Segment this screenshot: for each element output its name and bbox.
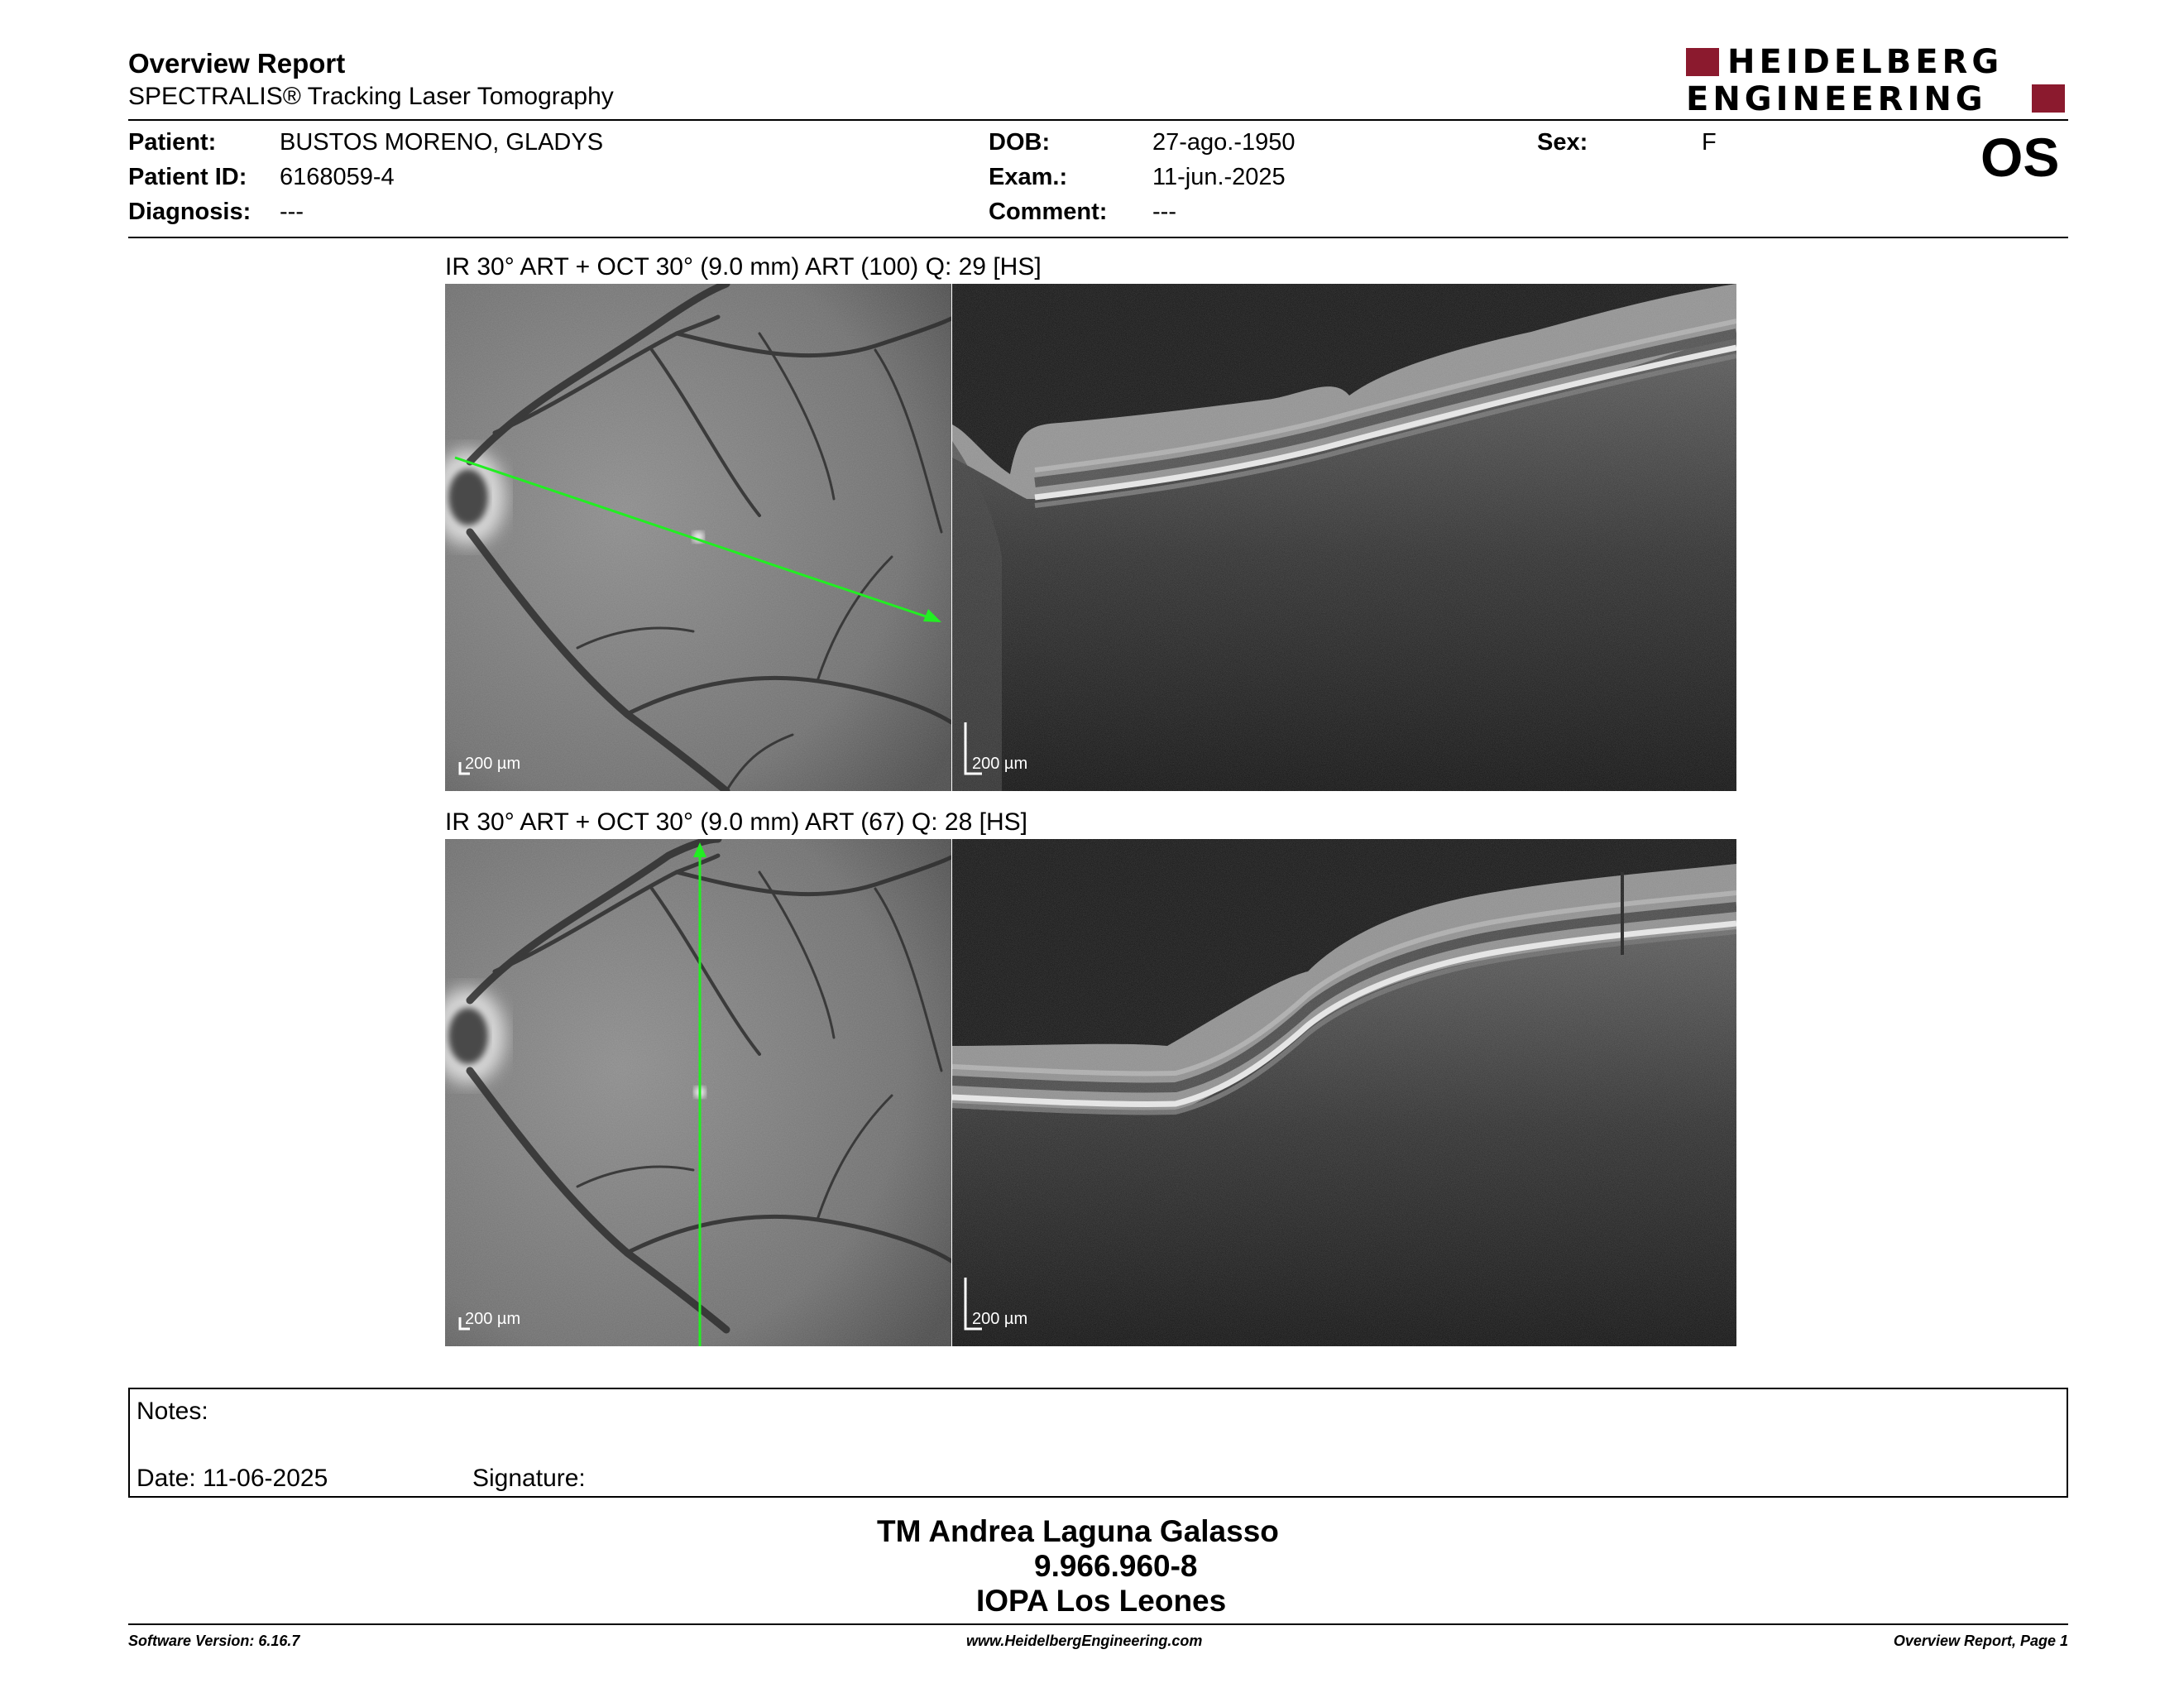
notes-date: Date: 11-06-2025 <box>136 1465 328 1492</box>
sex-label: Sex: <box>1537 129 1588 156</box>
fundus-scale-label: 200 µm <box>465 1310 521 1328</box>
footer-divider <box>128 1623 2068 1625</box>
logo-red-square-icon <box>1686 48 1719 76</box>
report-title: Overview Report <box>128 48 346 79</box>
diagnosis-value: --- <box>280 199 304 225</box>
diagnosis-label: Diagnosis: <box>128 199 251 225</box>
scan-caption: IR 30° ART + OCT 30° (9.0 mm) ART (100) Q: 29 [HS] <box>445 253 1042 281</box>
technician-id: 9.966.960-8 <box>1034 1549 1198 1583</box>
logo-word-2: ENGINEERING <box>1686 80 1987 118</box>
fundus-image <box>445 284 951 791</box>
software-version: Software Version: 6.16.7 <box>128 1633 300 1649</box>
oct-scale-label: 200 µm <box>972 1310 1028 1328</box>
fundus-image <box>445 839 951 1346</box>
heidelberg-logo <box>1686 43 2067 118</box>
notes-box <box>128 1388 2068 1498</box>
page-number: Overview Report, Page 1 <box>1893 1633 2068 1649</box>
scan-caption: IR 30° ART + OCT 30° (9.0 mm) ART (67) Q: 28 [HS] <box>445 808 1027 836</box>
fundus-scale-label: 200 µm <box>465 755 521 773</box>
patient-id-label: Patient ID: <box>128 164 247 190</box>
website-link[interactable]: www.HeidelbergEngineering.com <box>966 1633 1203 1649</box>
oct-bscan-image <box>952 839 1736 1346</box>
patient-divider <box>128 237 2068 238</box>
institution-name: IOPA Los Leones <box>976 1584 1227 1618</box>
oct-bscan-image <box>952 284 1736 791</box>
signature-label: Signature: <box>472 1465 586 1492</box>
sex-value: F <box>1702 129 1717 156</box>
exam-date: 11-jun.-2025 <box>1152 164 1286 190</box>
patient-label: Patient: <box>128 129 217 156</box>
logo-word-1: HEIDELBERG <box>1727 43 2004 81</box>
eye-laterality: OS <box>1980 127 2060 188</box>
dob-label: DOB: <box>989 129 1051 156</box>
report-subtitle: SPECTRALIS® Tracking Laser Tomography <box>128 83 614 110</box>
notes-label: Notes: <box>136 1398 208 1425</box>
patient-id: 6168059-4 <box>280 164 395 190</box>
technician-name: TM Andrea Laguna Galasso <box>877 1514 1279 1548</box>
comment-label: Comment: <box>989 199 1108 225</box>
dob-value: 27-ago.-1950 <box>1152 129 1296 156</box>
header-divider <box>128 119 2068 121</box>
logo-red-square-icon <box>2032 84 2065 113</box>
exam-label: Exam.: <box>989 164 1068 190</box>
patient-name: BUSTOS MORENO, GLADYS <box>280 129 604 156</box>
comment-value: --- <box>1152 199 1176 225</box>
oct-scale-label: 200 µm <box>972 755 1028 773</box>
